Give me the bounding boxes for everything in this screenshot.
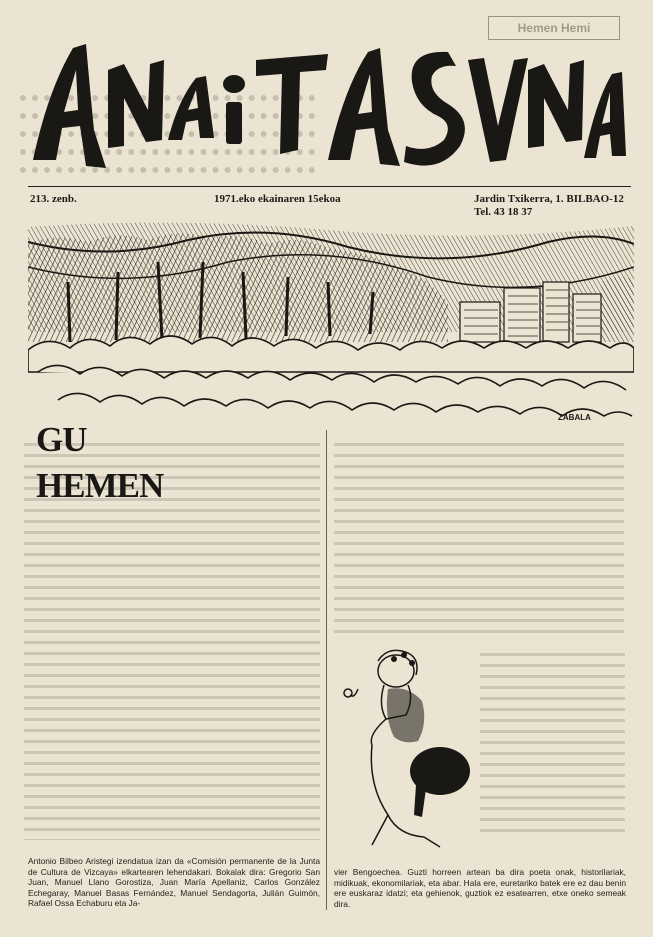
cartoon-figure (328, 645, 478, 850)
masthead-rule-top (28, 186, 631, 187)
cover-illustration (28, 222, 634, 427)
masthead-logo-art (28, 30, 628, 175)
woman-with-flower-drawing (328, 645, 478, 850)
address: Jardin Txikerra, 1. BILBAO-12 (474, 193, 624, 205)
masthead-logo (28, 30, 628, 175)
caption-right-column: vier Bengoechea. Guzti horreen artean ba dira poeta onak, historilariak, midikuak, ekonomilariak, eta abar. Hala ere, euretariko batek ere ez dau benin ere euskaraz idatzi; eta gehienok, guztiok ez esatearren, etxe oneko semeak dira. (334, 867, 626, 909)
headline-line-1: GU (36, 420, 87, 459)
bleed-corner-box: Hemen Hemi (488, 16, 620, 40)
column-divider (326, 430, 327, 910)
landscape-drawing (28, 222, 634, 427)
issue-number: 213. zenb. (30, 193, 77, 205)
phone: Tel. 43 18 37 (474, 206, 533, 218)
caption-left-column: Antonio Bilbeo Aristegi izendatua izan da «Comisión permanente de la Junta de Cultura de Vizcaya» elkartearen lehendakari. Bokalak dira: Gregorio San Juan, Manuel Llano Gorostiza, Juan María Apellaniz, Carlos González Echegaray, Manuel Basas Fernández, Manuel Sendagorta, Julián Guimón, Rafael Ossa Echaburu eta Ja- (28, 856, 320, 909)
headline-line-2: HEMEN (36, 466, 164, 505)
artist-signature: ZABALA (558, 413, 591, 422)
bleed-through-text-right-lower (480, 650, 625, 840)
bleed-through-text-right (334, 440, 624, 640)
issue-date: 1971.eko ekainaren 15ekoa (214, 193, 341, 205)
